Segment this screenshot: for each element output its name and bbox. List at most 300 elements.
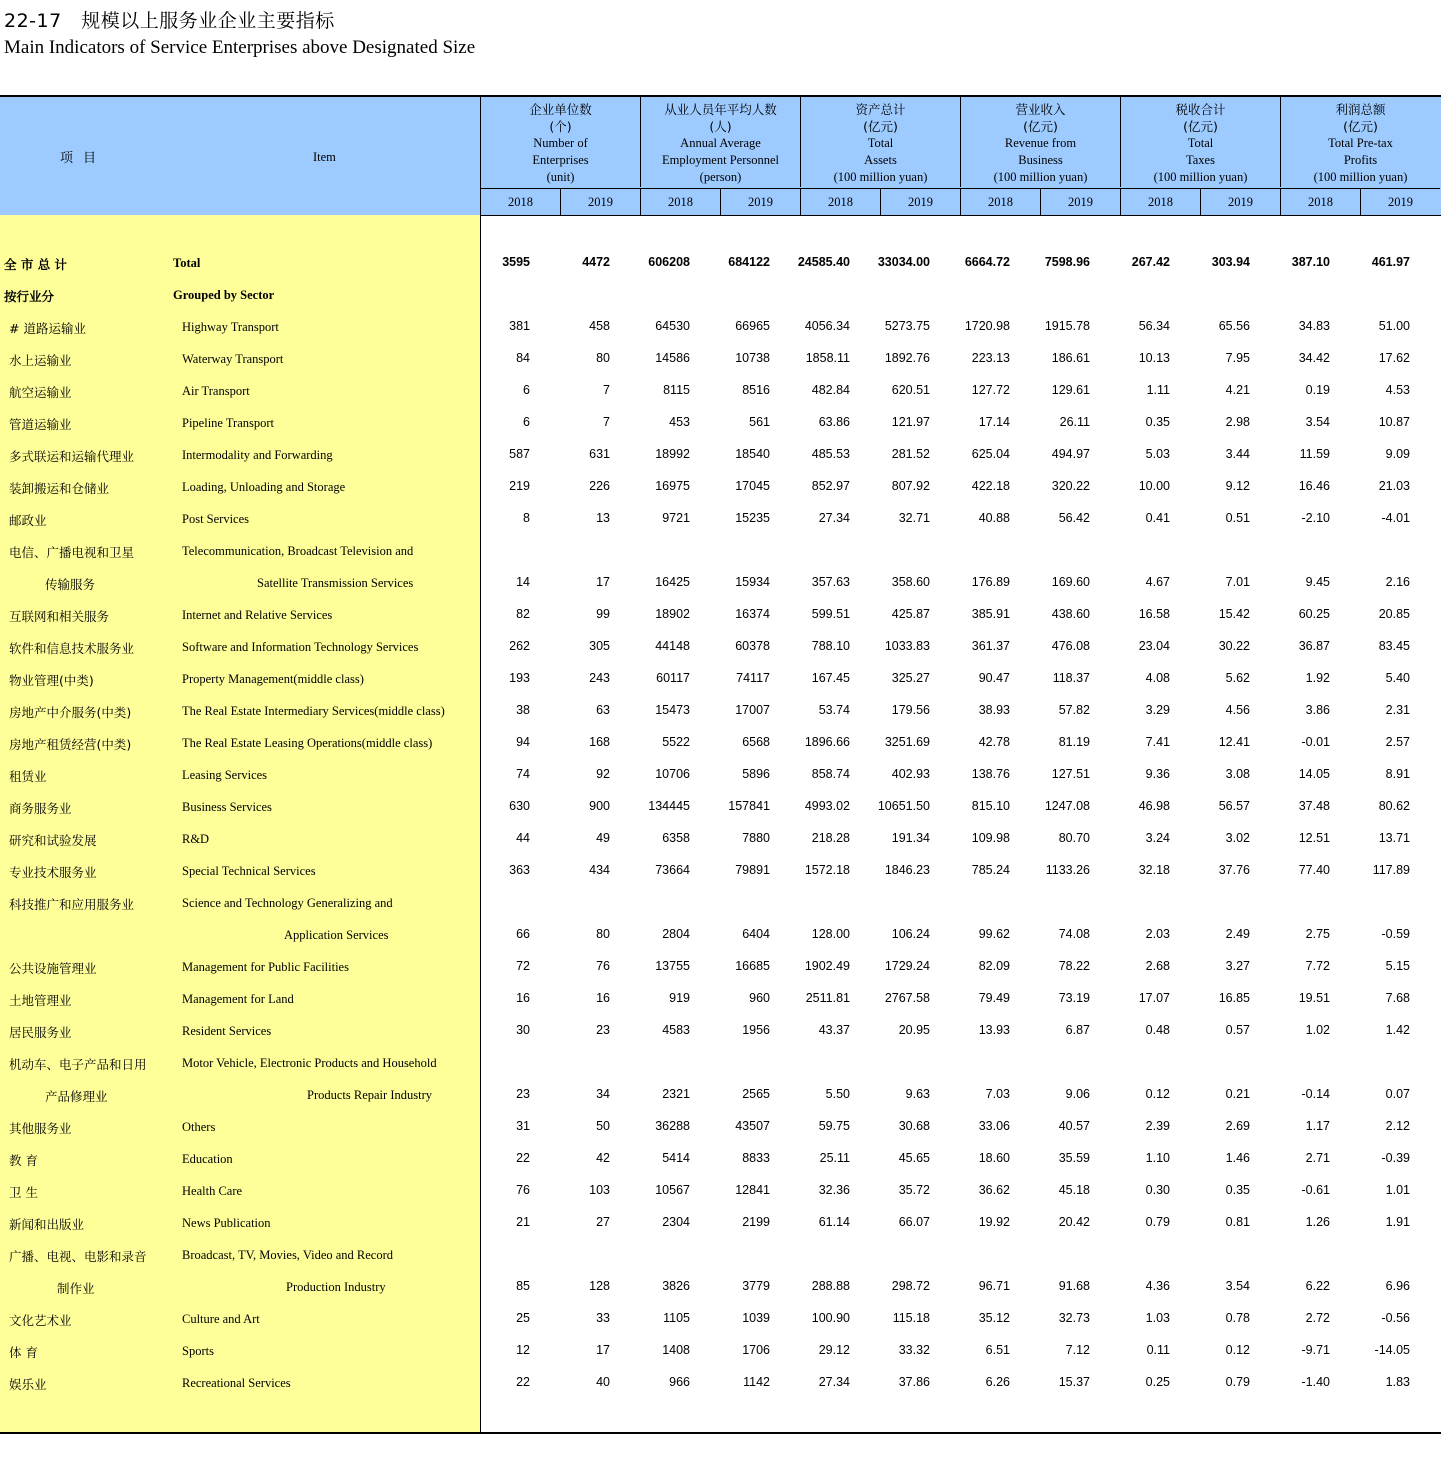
cell-value: 387.10 [1291, 255, 1330, 269]
cell-value: 169.60 [1051, 575, 1090, 589]
column-divider [480, 97, 481, 1432]
header-en2: Assets [864, 153, 897, 167]
cell-value: 84 [516, 351, 530, 365]
cell-value: 631 [589, 447, 610, 461]
header-unit-cn: (个) [549, 119, 572, 134]
cell-value: 320.22 [1051, 479, 1090, 493]
cell-value: 17.07 [1138, 991, 1170, 1005]
table-row [0, 479, 1441, 503]
table-row [0, 639, 1441, 663]
cell-value: 17045 [735, 479, 770, 493]
table-row [0, 1055, 1441, 1079]
cell-value: 1247.08 [1044, 799, 1090, 813]
cell-value: 8115 [663, 383, 690, 397]
header-year: 2019 [880, 188, 960, 215]
cell-value: 3.27 [1225, 959, 1250, 973]
cell-value: 61.14 [818, 1215, 850, 1229]
cell-value: 176.89 [971, 575, 1010, 589]
cell-value: 34.42 [1298, 351, 1330, 365]
header-en2: Taxes [1186, 153, 1215, 167]
header-column [800, 97, 960, 187]
cell-value: 15473 [655, 703, 690, 717]
cell-value: 63 [596, 703, 610, 717]
cell-value: 16.46 [1298, 479, 1330, 493]
header-cn: 利润总额 [1335, 102, 1386, 117]
cell-value: 2.72 [1305, 1311, 1330, 1325]
cell-value: 1846.23 [884, 863, 930, 877]
cell-value: 10.13 [1138, 351, 1170, 365]
cell-value: 599.51 [811, 607, 850, 621]
cell-value: 1.11 [1146, 383, 1170, 397]
cell-value: 15235 [735, 511, 770, 525]
row-label-en: The Real Estate Leasing Operations(middle class) [182, 736, 433, 750]
cell-value: 21.03 [1378, 479, 1410, 493]
cell-value: 900 [589, 799, 610, 813]
cell-value: 0.35 [1145, 415, 1170, 429]
cell-value: 438.60 [1051, 607, 1090, 621]
cell-value: 0.21 [1225, 1087, 1250, 1101]
cell-value: 357.63 [811, 575, 850, 589]
cell-value: 24585.40 [797, 255, 850, 269]
row-label-cn: 制作业 [57, 1281, 95, 1296]
row-label-cn: 房地产租赁经营(中类) [9, 737, 132, 752]
cell-value: 22 [516, 1375, 530, 1389]
cell-value: 16.85 [1218, 991, 1250, 1005]
header-en2: Business [1018, 153, 1063, 167]
header-column [1120, 97, 1280, 187]
row-label-en: Total [173, 256, 201, 270]
cell-value: 919 [669, 991, 690, 1005]
cell-value: 72 [516, 959, 530, 973]
cell-value: 18992 [655, 447, 690, 461]
cell-value: 3.24 [1145, 831, 1170, 845]
cell-value: 2.16 [1385, 575, 1410, 589]
header-en1: Number of [533, 136, 588, 150]
cell-value: 32.71 [898, 511, 930, 525]
row-label-en: Health Care [182, 1184, 243, 1198]
cell-value: 80 [596, 927, 610, 941]
cell-value: 7.68 [1385, 991, 1410, 1005]
cell-value: 358.60 [891, 575, 930, 589]
cell-value: 26.11 [1059, 415, 1090, 429]
row-label-cn: 商务服务业 [9, 801, 72, 816]
table-row [0, 543, 1441, 567]
cell-value: 15.42 [1218, 607, 1250, 621]
table-row [0, 383, 1441, 407]
cell-value: 7 [603, 415, 610, 429]
cell-value: 2.39 [1145, 1119, 1170, 1133]
cell-value: 2.57 [1385, 735, 1410, 749]
cell-value: 9.36 [1145, 767, 1170, 781]
cell-value: -0.01 [1301, 735, 1330, 749]
cell-value: 303.94 [1211, 255, 1250, 269]
header-cn: 企业单位数 [529, 102, 592, 117]
cell-value: 9721 [662, 511, 690, 525]
header-en1: Annual Average [680, 136, 761, 150]
cell-value: 4583 [662, 1023, 690, 1037]
cell-value: 453 [669, 415, 690, 429]
row-label-cn: 其他服务业 [9, 1121, 72, 1136]
cell-value: 7598.96 [1044, 255, 1090, 269]
cell-value: 179.56 [891, 703, 930, 717]
cell-value: 13 [596, 511, 610, 525]
cell-value: 7.12 [1065, 1343, 1090, 1357]
cell-value: 193 [509, 671, 530, 685]
cell-value: 476.08 [1051, 639, 1090, 653]
cell-value: 8833 [742, 1151, 770, 1165]
cell-value: 402.93 [891, 767, 930, 781]
table-row [0, 959, 1441, 983]
cell-value: 34.83 [1298, 319, 1330, 333]
header-unit-en: (100 million yuan) [1153, 170, 1248, 184]
cell-value: 1896.66 [804, 735, 850, 749]
cell-value: 74.08 [1058, 927, 1090, 941]
cell-value: 40 [596, 1375, 610, 1389]
cell-value: 6 [523, 383, 530, 397]
cell-value: 6.51 [985, 1343, 1010, 1357]
cell-value: 17.14 [978, 415, 1010, 429]
cell-value: 32.73 [1058, 1311, 1090, 1325]
header-column [480, 97, 640, 187]
header-unit-en: (100 million yuan) [833, 170, 928, 184]
row-label-en: R&D [182, 832, 210, 846]
cell-value: 482.84 [811, 383, 850, 397]
cell-value: 485.53 [811, 447, 850, 461]
cell-value: 1706 [742, 1343, 770, 1357]
cell-value: 73.19 [1058, 991, 1090, 1005]
cell-value: 6568 [742, 735, 770, 749]
cell-value: 3.44 [1225, 447, 1250, 461]
cell-value: 385.91 [971, 607, 1010, 621]
header-year: 2019 [1360, 188, 1440, 215]
row-label-en: Pipeline Transport [182, 416, 275, 430]
cell-value: 157841 [728, 799, 770, 813]
header-column [640, 97, 800, 187]
cell-value: -14.05 [1374, 1343, 1410, 1357]
cell-value: 10738 [735, 351, 770, 365]
table-row [0, 831, 1441, 855]
cell-value: 4.53 [1385, 383, 1410, 397]
cell-value: 2511.81 [805, 991, 850, 1005]
cell-value: 3.29 [1145, 703, 1170, 717]
cell-value: 381 [509, 319, 530, 333]
cell-value: 262 [509, 639, 530, 653]
cell-value: 1.10 [1145, 1151, 1170, 1165]
cell-value: 0.19 [1305, 383, 1330, 397]
cell-value: 2565 [742, 1087, 770, 1101]
header-year: 2019 [560, 188, 640, 215]
cell-value: 6.96 [1385, 1279, 1410, 1293]
row-label-cn: 互联网和相关服务 [9, 609, 110, 624]
cell-value: 33.06 [978, 1119, 1010, 1133]
row-label-cn: 多式联运和运输代理业 [9, 449, 135, 464]
cell-value: 37.48 [1298, 799, 1330, 813]
cell-value: 16425 [655, 575, 690, 589]
row-label-cn: 水上运输业 [9, 353, 72, 368]
row-label-en: Special Technical Services [182, 864, 316, 878]
cell-value: 56.34 [1138, 319, 1170, 333]
cell-value: 0.11 [1146, 1343, 1170, 1357]
cell-value: 23.04 [1138, 639, 1170, 653]
row-label-en: The Real Estate Intermediary Services(middle class) [182, 704, 445, 718]
header-year: 2019 [1040, 188, 1120, 215]
row-label-cn: 教 育 [9, 1153, 38, 1168]
row-label-cn: 管道运输业 [9, 417, 72, 432]
row-label-cn: 机动车、电子产品和日用 [9, 1057, 147, 1072]
cell-value: 0.78 [1225, 1311, 1250, 1325]
cell-value: 1105 [663, 1311, 690, 1325]
cell-value: 1720.98 [964, 319, 1010, 333]
cell-value: 361.37 [971, 639, 1010, 653]
cell-value: 77.40 [1298, 863, 1330, 877]
table-row [0, 319, 1441, 343]
cell-value: 15934 [735, 575, 770, 589]
cell-value: 138.76 [971, 767, 1010, 781]
cell-value: 2304 [662, 1215, 690, 1229]
cell-value: 5.03 [1145, 447, 1170, 461]
table-row [0, 895, 1441, 919]
row-label-en: Broadcast, TV, Movies, Video and Record [182, 1248, 394, 1262]
cell-value: 9.63 [905, 1087, 930, 1101]
header-unit-en: (unit) [546, 170, 575, 184]
cell-value: 0.51 [1225, 511, 1250, 525]
cell-value: 1.26 [1305, 1215, 1330, 1229]
row-label-en: Resident Services [182, 1024, 272, 1038]
cell-value: 53.74 [818, 703, 850, 717]
cell-value: 46.98 [1138, 799, 1170, 813]
row-label-cn: 软件和信息技术服务业 [9, 641, 135, 656]
header-en1: Total Pre-tax [1328, 136, 1393, 150]
header-en2: Employment Personnel [662, 153, 779, 167]
cell-value: 74117 [736, 671, 770, 685]
cell-value: 684122 [728, 255, 770, 269]
table-row [0, 1151, 1441, 1175]
header-year: 2018 [480, 188, 560, 215]
cell-value: 960 [749, 991, 770, 1005]
cell-value: 27.34 [818, 511, 850, 525]
cell-value: 56.57 [1218, 799, 1250, 813]
cell-value: 7.01 [1225, 575, 1250, 589]
cell-value: 0.07 [1385, 1087, 1410, 1101]
cell-value: 785.24 [971, 863, 1010, 877]
cell-value: 434 [589, 863, 610, 877]
cell-value: 12.51 [1298, 831, 1330, 845]
row-label-en: Products Repair Industry [307, 1088, 432, 1102]
cell-value: 42 [596, 1151, 610, 1165]
header-en2: Profits [1343, 153, 1378, 167]
cell-value: 168 [589, 735, 610, 749]
cell-value: 43507 [735, 1119, 770, 1133]
cell-value: -2.10 [1301, 511, 1330, 525]
cell-value: 10651.50 [877, 799, 930, 813]
cell-value: 1729.24 [884, 959, 930, 973]
header-year: 2018 [800, 188, 880, 215]
cell-value: -0.56 [1381, 1311, 1410, 1325]
table-row [0, 511, 1441, 535]
table-row [0, 1279, 1441, 1303]
cell-value: 82 [516, 607, 530, 621]
cell-value: 1.92 [1305, 671, 1330, 685]
cell-value: 1.03 [1145, 1311, 1170, 1325]
cell-value: 4.56 [1225, 703, 1250, 717]
cell-value: 115.18 [892, 1311, 930, 1325]
cell-value: 6664.72 [964, 255, 1010, 269]
cell-value: 2.69 [1225, 1119, 1250, 1133]
cell-value: -4.01 [1381, 511, 1410, 525]
cell-value: 2199 [742, 1215, 770, 1229]
cell-value: 13.93 [978, 1023, 1010, 1037]
cell-value: 4056.34 [804, 319, 850, 333]
row-label-en: Recreational Services [182, 1376, 291, 1390]
cell-value: 18540 [735, 447, 770, 461]
cell-value: 22 [516, 1151, 530, 1165]
table-row [0, 447, 1441, 471]
cell-value: 15.37 [1058, 1375, 1090, 1389]
cell-value: 630 [509, 799, 530, 813]
cell-value: 6.22 [1305, 1279, 1330, 1293]
row-label-cn: 科技推广和应用服务业 [9, 897, 135, 912]
cell-value: 92 [596, 767, 610, 781]
cell-value: -0.14 [1301, 1087, 1330, 1101]
row-label-en: Motor Vehicle, Electronic Products and Household [182, 1056, 437, 1070]
cell-value: 7.41 [1145, 735, 1170, 749]
cell-value: 2804 [662, 927, 690, 941]
row-label-cn: 按行业分 [4, 289, 55, 304]
cell-value: 16685 [735, 959, 770, 973]
cell-value: 6.26 [985, 1375, 1010, 1389]
cell-value: 81.19 [1058, 735, 1090, 749]
row-label-cn: 居民服务业 [9, 1025, 72, 1040]
row-label-cn: 文化艺术业 [9, 1313, 72, 1328]
cell-value: 807.92 [891, 479, 930, 493]
cell-value: 65.56 [1218, 319, 1250, 333]
cell-value: 0.81 [1225, 1215, 1250, 1229]
cell-value: 1408 [662, 1343, 690, 1357]
cell-value: 5.15 [1385, 959, 1410, 973]
cell-value: 0.41 [1145, 511, 1170, 525]
header-en2: Enterprises [532, 153, 589, 167]
cell-value: -0.61 [1301, 1183, 1330, 1197]
table-row [0, 1183, 1441, 1207]
cell-value: 129.61 [1051, 383, 1090, 397]
row-label-en: Culture and Art [182, 1312, 260, 1326]
cell-value: 20.85 [1378, 607, 1410, 621]
cell-value: 76 [596, 959, 610, 973]
row-label-en: Intermodality and Forwarding [182, 448, 333, 462]
header-cn: 资产总计 [855, 102, 906, 117]
cell-value: 1.91 [1385, 1215, 1410, 1229]
cell-value: 14586 [655, 351, 690, 365]
row-label-en: Property Management(middle class) [182, 672, 364, 686]
table-row [0, 255, 1441, 279]
header-en1: Revenue from [1004, 136, 1077, 150]
cell-value: 78.22 [1058, 959, 1090, 973]
row-label-cn: 航空运输业 [9, 385, 72, 400]
cell-value: 40.57 [1058, 1119, 1090, 1133]
cell-value: 966 [669, 1375, 690, 1389]
table-row [0, 1311, 1441, 1335]
row-label-cn: 产品修理业 [45, 1089, 108, 1104]
row-label-cn: # 道路运输业 [9, 321, 86, 336]
cell-value: 42.78 [978, 735, 1010, 749]
row-label-en: Education [182, 1152, 233, 1166]
header-en1: Total [867, 136, 894, 150]
data-table [0, 95, 1441, 1434]
row-label-en: Software and Information Technology Services [182, 640, 419, 654]
cell-value: 80 [596, 351, 610, 365]
table-row [0, 607, 1441, 631]
row-label-en: Satellite Transmission Services [257, 576, 414, 590]
table-row [0, 991, 1441, 1015]
row-label-en: Management for Land [182, 992, 294, 1006]
cell-value: 6 [523, 415, 530, 429]
header-unit-en: (100 million yuan) [993, 170, 1088, 184]
cell-value: 7.03 [985, 1087, 1010, 1101]
cell-value: 2.68 [1145, 959, 1170, 973]
cell-value: 0.12 [1145, 1087, 1170, 1101]
cell-value: 16 [516, 991, 530, 1005]
cell-value: 2.75 [1305, 927, 1330, 941]
table-row [0, 1215, 1441, 1239]
cell-value: 59.75 [818, 1119, 850, 1133]
cell-value: 74 [516, 767, 530, 781]
row-label-cn: 传输服务 [45, 577, 96, 592]
cell-value: 36.62 [978, 1183, 1010, 1197]
row-label-en: Application Services [284, 928, 389, 942]
cell-value: 1915.78 [1044, 319, 1090, 333]
row-label-en: Post Services [182, 512, 250, 526]
row-label-cn: 物业管理(中类) [9, 673, 94, 688]
cell-value: 25.11 [819, 1151, 850, 1165]
cell-value: 3.54 [1305, 415, 1330, 429]
cell-value: 0.35 [1225, 1183, 1250, 1197]
cell-value: 66 [516, 927, 530, 941]
cell-value: 9.06 [1065, 1087, 1090, 1101]
cell-value: 625.04 [971, 447, 1010, 461]
cell-value: 606208 [648, 255, 690, 269]
cell-value: 27.34 [818, 1375, 850, 1389]
cell-value: 106.24 [891, 927, 930, 941]
table-row [0, 1087, 1441, 1111]
cell-value: 33.32 [898, 1343, 930, 1357]
cell-value: 19.51 [1298, 991, 1330, 1005]
cell-value: 73664 [655, 863, 690, 877]
row-label-en: Internet and Relative Services [182, 608, 333, 622]
row-label-en: Air Transport [182, 384, 250, 398]
row-label-en: Grouped by Sector [173, 288, 275, 302]
cell-value: 33034.00 [877, 255, 930, 269]
cell-value: 219 [509, 479, 530, 493]
cell-value: 17.62 [1378, 351, 1410, 365]
row-label-cn: 公共设施管理业 [9, 961, 97, 976]
cell-value: 19.92 [978, 1215, 1010, 1229]
header-unit-cn: (亿元) [863, 119, 898, 134]
cell-value: 2767.58 [884, 991, 930, 1005]
cell-value: 45.18 [1058, 1183, 1090, 1197]
cell-value: 57.82 [1058, 703, 1090, 717]
cell-value: 60.25 [1298, 607, 1330, 621]
row-label-cn: 全 市 总 计 [4, 257, 68, 272]
table-row [0, 575, 1441, 599]
cell-value: 44 [516, 831, 530, 845]
cell-value: 36.87 [1298, 639, 1330, 653]
cell-value: 2.03 [1145, 927, 1170, 941]
cell-value: 298.72 [891, 1279, 930, 1293]
cell-value: 243 [589, 671, 610, 685]
cell-value: 51.00 [1378, 319, 1410, 333]
cell-value: 5.40 [1385, 671, 1410, 685]
cell-value: 32.36 [818, 1183, 850, 1197]
